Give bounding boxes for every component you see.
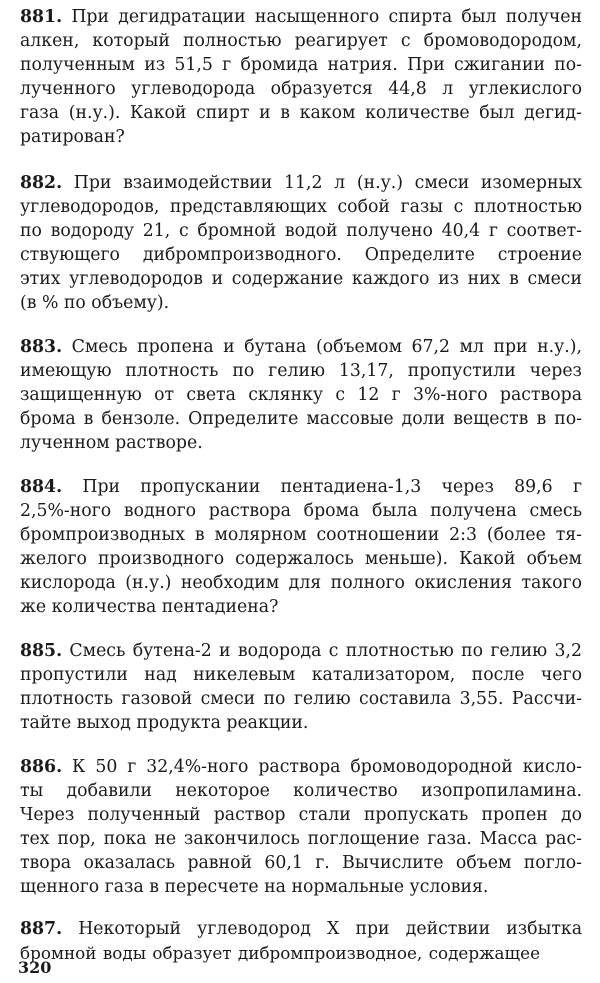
- problem-881-line-5: газа (н.у.). Какой спирт и в каком количестве был дегид-: [20, 103, 582, 123]
- problem-882-line-2: углеводородов, представляющих собой газы с плотностью: [20, 197, 582, 217]
- problem-885-line-4: тайте выход продукта реакции.: [20, 713, 309, 733]
- problem-number: 887.: [20, 919, 63, 939]
- problem-887-line-2: бромной воды образует дибромпроизводное, содержащее: [20, 943, 540, 963]
- problem-number: 881.: [20, 7, 63, 27]
- problem-number: 883.: [20, 337, 63, 357]
- problem-885-line-1: [20, 640, 582, 662]
- problem-884-line-4: желого производного содержалось меньше). Какой объем: [20, 549, 582, 569]
- problem-881-line-3: полученным из 51,5 г бромида натрия. При сжигании по-: [20, 55, 582, 75]
- problem-884-line-1: [20, 476, 582, 498]
- problem-882-line-3: по водороду 21, с бромной водой получено 40,4 г соответ-: [20, 221, 582, 241]
- problem-886-line-4: тех пор, пока не закончилось поглощение газа. Масса рас-: [20, 829, 582, 849]
- problem-text: Смесь бутена-2 и водорода с плотностью по гелию 3,2: [62, 641, 582, 661]
- problem-883-line-2: имеющую плотность по гелию 13,17, пропустили через: [20, 361, 582, 381]
- problem-text: Смесь пропена и бутана (объемом 67,2 мл при н.у.),: [62, 337, 582, 357]
- problem-883-line-5: лученном растворе.: [20, 433, 203, 453]
- problem-886-line-6: щенного газа в пересчете на нормальные условия.: [20, 877, 489, 897]
- problem-886-line-3: Через полученный раствор стали пропускать пропен до: [20, 805, 582, 825]
- problem-884-line-5: кислорода (н.у.) необходим для полного окисления такого: [20, 573, 582, 593]
- problem-text: При дегидратации насыщенного спирта был получен: [62, 7, 582, 27]
- problem-881-line-6: ратирован?: [20, 127, 125, 147]
- problem-884-line-2: 2,5%-ного водного раствора брома была получена смесь: [20, 501, 582, 521]
- problem-882-line-4: ствующего дибромпроизводного. Определите строение: [20, 245, 582, 265]
- problem-886-line-5: твора оказалась равной 60,1 г. Вычислите объем погло-: [20, 853, 582, 873]
- problem-883-line-1: [20, 336, 582, 358]
- problem-881-line-1: [20, 6, 582, 28]
- page-number: 320: [18, 958, 52, 977]
- problem-887-line-1: [20, 918, 582, 940]
- problem-884-line-3: бромпроизводных в молярном соотношении 2:3 (более тя-: [20, 525, 582, 545]
- problem-text: Некоторый углеводород X при действии избытка: [62, 919, 582, 939]
- problem-number: 885.: [20, 641, 63, 661]
- problem-882-line-5: этих углеводородов и содержание каждого из них в смеси: [20, 269, 582, 289]
- problem-885-line-3: плотность газовой смеси по гелию составила 3,55. Рассчи-: [20, 689, 582, 709]
- problem-885-line-2: пропустили над никелевым катализатором, после чего: [20, 665, 582, 685]
- problem-883-line-4: брома в бензоле. Определите массовые доли веществ в по-: [20, 409, 582, 429]
- problem-882-line-6: (в % по объему).: [20, 293, 170, 313]
- problem-884-line-6: же количества пентадиена?: [20, 597, 279, 617]
- problem-882-line-1: [20, 172, 582, 194]
- problem-883-line-3: защищенную от света склянку с 12 г 3%-ного раствора: [20, 385, 582, 405]
- problem-text: При пропускании пентадиена-1,3 через 89,6 г: [62, 477, 582, 497]
- problem-881-line-4: лученного углеводорода образуется 44,8 л углекислого: [20, 79, 582, 99]
- problem-886-line-1: [20, 756, 582, 778]
- problem-886-line-2: ты добавили некоторое количество изопропиламина.: [20, 781, 582, 801]
- problem-number: 884.: [20, 477, 63, 497]
- problem-number: 886.: [20, 757, 63, 777]
- problem-881-line-2: алкен, который полностью реагирует с бромоводородом,: [20, 31, 582, 51]
- problem-text: К 50 г 32,4%-ного раствора бромоводородной кисло-: [62, 757, 582, 777]
- problem-number: 882.: [20, 173, 63, 193]
- problem-text: При взаимодействии 11,2 л (н.у.) смеси изомерных: [62, 173, 582, 193]
